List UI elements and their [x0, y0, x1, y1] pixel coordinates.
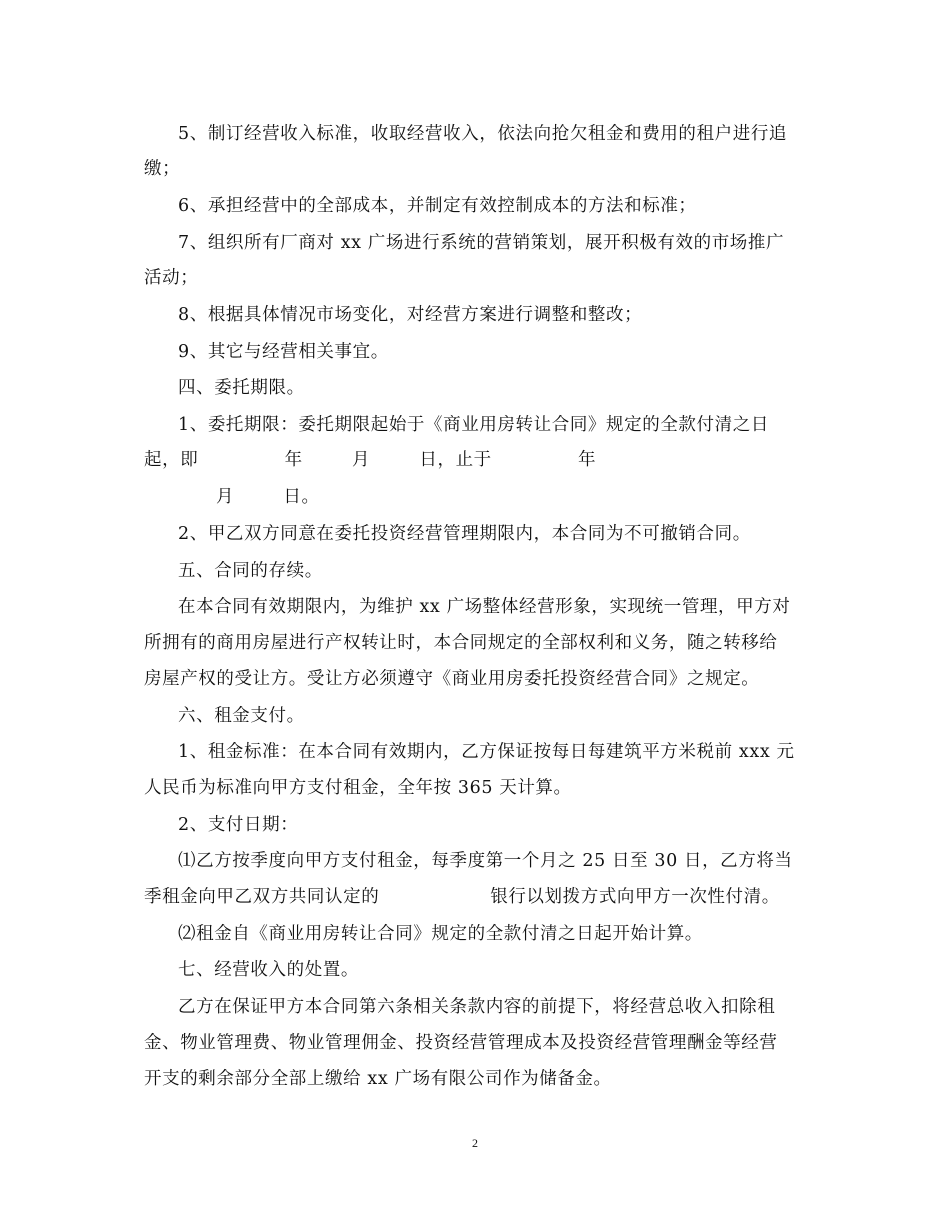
- text-line: 9、其它与经营相关事宜。: [178, 342, 389, 362]
- text-line: ⑴乙方按季度向甲方支付租金，每季度第一个月之 25 日至 30 日，乙方将当: [178, 851, 793, 871]
- section-heading: 四、委托期限。: [178, 378, 305, 398]
- text-line: 金、物业管理费、物业管理佣金、投资经营管理成本及投资经营管理酬金等经营: [144, 1033, 778, 1053]
- section-heading: 六、租金支付。: [178, 706, 305, 726]
- text-line: 在本合同有效期限内，为维护 xx 广场整体经营形象，实现统一管理，甲方对: [178, 597, 791, 617]
- text-line: 人民币为标准向甲方支付租金，全年按 365 天计算。: [144, 778, 572, 798]
- text-line: 所拥有的商用房屋进行产权转让时，本合同规定的全部权利和义务，随之转移给: [144, 633, 778, 653]
- text-line: 起，即 年 月 日，止于 年: [144, 450, 597, 470]
- text-line: 乙方在保证甲方本合同第六条相关条款内容的前提下，将经营总收入扣除租: [178, 997, 776, 1017]
- text-line: 6、承担经营中的全部成本，并制定有效控制成本的方法和标准；: [178, 196, 697, 216]
- text-line: 1、委托期限：委托期限起始于《商业用房转让合同》规定的全款付清之日: [178, 415, 769, 435]
- text-line: 8、根据具体情况市场变化，对经营方案进行调整和整改；: [178, 305, 643, 325]
- text-line: 活动；: [144, 268, 199, 288]
- page-number: 2: [472, 1136, 478, 1150]
- section-heading: 五、合同的存续。: [178, 561, 323, 581]
- text-line: 2、甲乙双方同意在委托投资经营管理期限内，本合同为不可撤销合同。: [178, 524, 751, 544]
- text-line: ⑵租金自《商业用房转让合同》规定的全款付清之日起开始计算。: [178, 924, 703, 944]
- text-line: 季租金向甲乙双方共同认定的 银行以划拨方式向甲方一次性付清。: [144, 887, 780, 907]
- text-line: 7、组织所有厂商对 xx 广场进行系统的营销策划，展开积极有效的市场推广: [178, 233, 785, 253]
- text-line: 2、支付日期：: [178, 815, 299, 835]
- section-heading: 七、经营收入的处置。: [178, 960, 359, 980]
- text-line: 月 日。: [216, 487, 320, 507]
- text-line: 开支的剩余部分全部上缴给 xx 广场有限公司作为储备金。: [144, 1069, 612, 1089]
- text-line: 缴；: [144, 159, 181, 179]
- text-line: 1、租金标准：在本合同有效期内，乙方保证按每日每建筑平方米税前 xxx 元: [178, 742, 795, 762]
- text-line: 房屋产权的受让方。受让方必须遵守《商业用房委托投资经营合同》之规定。: [144, 669, 760, 689]
- text-line: 5、制订经营收入标准，收取经营收入，依法向抢欠租金和费用的租户进行追: [178, 124, 788, 144]
